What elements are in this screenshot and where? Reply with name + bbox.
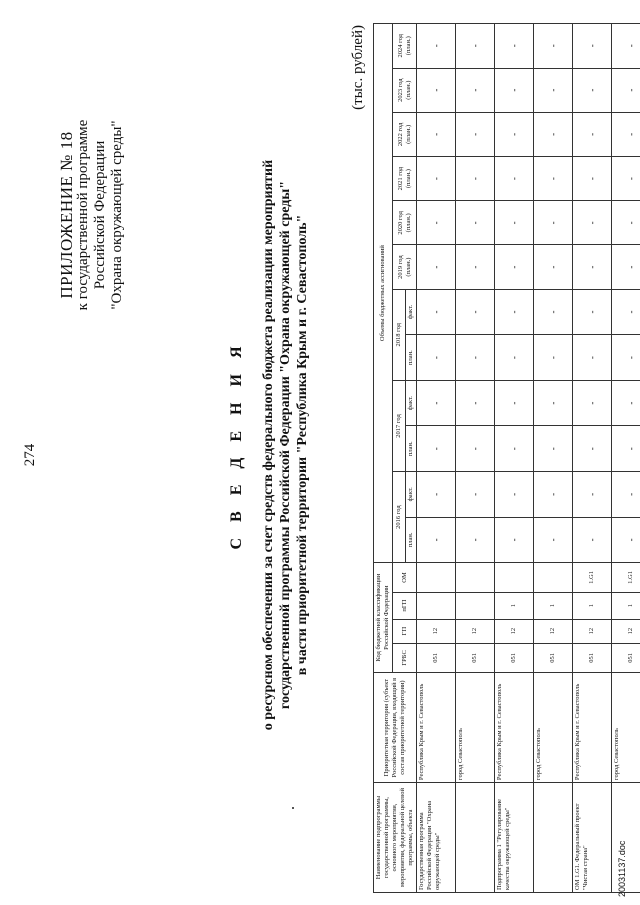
row-value-cell: -: [573, 112, 612, 156]
row-grbs-cell: 051: [612, 643, 640, 672]
resource-table: [373, 23, 640, 893]
row-value-cell: -: [417, 201, 456, 245]
row-value-cell: -: [534, 335, 573, 381]
row-value-cell: -: [534, 112, 573, 156]
title-line-3: в части приоритетной территории "Республика Крым и г. Севастополь": [295, 214, 310, 676]
row-value-cell: -: [612, 472, 640, 518]
row-value-cell: -: [456, 289, 495, 335]
header-2022-plan: 2022 год (план.): [393, 112, 417, 156]
header-code-pgp: пГП: [393, 592, 417, 619]
header-year-2017: 2017 год: [393, 380, 406, 471]
row-value-cell: -: [417, 472, 456, 518]
row-value-cell: -: [534, 472, 573, 518]
header-code-gp: ГП: [393, 619, 417, 643]
table-row: [534, 24, 573, 893]
row-value-cell: -: [417, 335, 456, 381]
appendix-line-3: Российской Федерации: [92, 140, 108, 290]
row-om-cell: 1.G1: [573, 563, 612, 593]
row-pgp-cell: 1: [612, 592, 640, 619]
document-code: 20031137.doc: [617, 840, 627, 897]
row-value-cell: -: [573, 517, 612, 563]
header-2018-plan: план.: [406, 335, 417, 381]
row-name-cell: ОМ 1.G1. Федеральный проект "Чистая страна": [573, 783, 612, 893]
row-value-cell: -: [495, 289, 534, 335]
row-territory-cell: Республика Крым и г. Севастополь: [417, 673, 456, 783]
row-om-cell: [495, 563, 534, 593]
row-value-cell: -: [612, 201, 640, 245]
row-territory-cell: город Севастополь: [612, 673, 640, 783]
row-value-cell: -: [456, 380, 495, 426]
row-value-cell: -: [534, 201, 573, 245]
row-value-cell: -: [456, 68, 495, 112]
row-value-cell: -: [534, 24, 573, 69]
title-block: [228, 135, 311, 755]
header-territory: Приоритетная территория (субъект Российской Федерации, входящий в состав приоритетной территории): [374, 673, 417, 783]
row-pgp-cell: [456, 592, 495, 619]
row-value-cell: -: [495, 245, 534, 289]
row-value-cell: -: [612, 24, 640, 69]
appendix-header: [58, 65, 126, 365]
row-value-cell: -: [534, 245, 573, 289]
table-body: [417, 24, 640, 893]
row-value-cell: -: [612, 157, 640, 201]
row-grbs-cell: 051: [495, 643, 534, 672]
row-value-cell: -: [417, 68, 456, 112]
row-grbs-cell: 051: [417, 643, 456, 672]
row-value-cell: -: [456, 472, 495, 518]
row-gp-cell: 12: [417, 619, 456, 643]
row-gp-cell: 12: [573, 619, 612, 643]
header-volumes-group: Объемы бюджетных ассигнований: [374, 24, 393, 563]
row-value-cell: -: [417, 245, 456, 289]
row-value-cell: -: [534, 157, 573, 201]
row-value-cell: -: [495, 426, 534, 472]
header-code-grbs: ГРБС: [393, 643, 417, 672]
units-label: (тыс. рублей): [350, 25, 366, 110]
row-value-cell: -: [612, 380, 640, 426]
row-value-cell: -: [495, 157, 534, 201]
row-value-cell: -: [417, 157, 456, 201]
row-pgp-cell: 1: [495, 592, 534, 619]
row-value-cell: -: [495, 472, 534, 518]
row-name-cell: Государственная программа Российской Федерации "Охрана окружающей среды": [417, 783, 456, 893]
row-name-cell: [456, 783, 495, 893]
row-value-cell: -: [456, 426, 495, 472]
table-row: [495, 24, 534, 893]
row-value-cell: -: [534, 68, 573, 112]
row-value-cell: -: [534, 289, 573, 335]
header-2016-plan: план.: [406, 517, 417, 563]
row-value-cell: -: [495, 24, 534, 69]
header-name: Наименование подпрограммы государственной программы, основного мероприятия, мероприятия, федеральной целевой программы, объекта: [374, 783, 417, 893]
row-value-cell: -: [495, 335, 534, 381]
row-value-cell: -: [573, 380, 612, 426]
row-value-cell: -: [612, 245, 640, 289]
header-year-2016: 2016 год: [393, 472, 406, 563]
header-2019-plan: 2019 год (план.): [393, 245, 417, 289]
header-2017-fact: факт.: [406, 380, 417, 426]
header-code-group: Код бюджетной классификации Российской Федерации: [374, 563, 393, 673]
header-2024-plan: 2024 год (план.): [393, 24, 417, 69]
row-value-cell: -: [573, 335, 612, 381]
row-value-cell: -: [495, 517, 534, 563]
row-grbs-cell: 051: [573, 643, 612, 672]
row-value-cell: -: [573, 157, 612, 201]
title-line-2: государственной программы Российской Федерации "Охрана окружающей среды": [278, 180, 293, 710]
row-value-cell: -: [612, 335, 640, 381]
row-pgp-cell: 1: [534, 592, 573, 619]
row-territory-cell: Республика Крым и г. Севастополь: [495, 673, 534, 783]
row-value-cell: -: [456, 245, 495, 289]
row-territory-cell: город Севастополь: [534, 673, 573, 783]
row-om-cell: [417, 563, 456, 593]
row-gp-cell: 12: [534, 619, 573, 643]
row-territory-cell: Республика Крым и г. Севастополь: [573, 673, 612, 783]
row-pgp-cell: 1: [573, 592, 612, 619]
row-value-cell: -: [417, 517, 456, 563]
row-value-cell: -: [417, 112, 456, 156]
header-2016-fact: факт.: [406, 472, 417, 518]
table-row: [417, 24, 456, 893]
row-territory-cell: город Севастополь: [456, 673, 495, 783]
row-value-cell: -: [495, 201, 534, 245]
appendix-number: ПРИЛОЖЕНИЕ № 18: [57, 131, 76, 299]
row-value-cell: -: [573, 201, 612, 245]
row-name-cell: Подпрограмма 1 "Регулирование качества окружающей среды": [495, 783, 534, 893]
row-om-cell: [456, 563, 495, 593]
row-pgp-cell: [417, 592, 456, 619]
row-value-cell: -: [417, 24, 456, 69]
row-value-cell: -: [456, 112, 495, 156]
row-om-cell: [534, 563, 573, 593]
row-value-cell: -: [456, 201, 495, 245]
row-value-cell: -: [573, 245, 612, 289]
row-gp-cell: 12: [495, 619, 534, 643]
row-value-cell: -: [573, 24, 612, 69]
row-value-cell: -: [612, 112, 640, 156]
row-value-cell: -: [612, 289, 640, 335]
scan-speck: [292, 807, 294, 809]
row-value-cell: -: [612, 517, 640, 563]
row-value-cell: -: [534, 426, 573, 472]
row-value-cell: -: [573, 68, 612, 112]
row-value-cell: -: [495, 68, 534, 112]
appendix-line-2: к государственной программе: [75, 119, 91, 311]
row-value-cell: -: [417, 380, 456, 426]
row-name-cell: [534, 783, 573, 893]
document-title: С В Е Д Е Н И Я: [228, 340, 245, 550]
appendix-line-4: "Охрана окружающей среды": [109, 120, 125, 310]
header-2017-plan: план.: [406, 426, 417, 472]
row-om-cell: 1.G1: [612, 563, 640, 593]
row-grbs-cell: 051: [534, 643, 573, 672]
row-grbs-cell: 051: [456, 643, 495, 672]
row-gp-cell: 12: [612, 619, 640, 643]
row-value-cell: -: [573, 289, 612, 335]
row-value-cell: -: [612, 426, 640, 472]
row-value-cell: -: [534, 517, 573, 563]
header-code-om: ОМ: [393, 563, 417, 593]
table-row: [456, 24, 495, 893]
header-year-2018: 2018 год: [393, 289, 406, 380]
row-gp-cell: 12: [456, 619, 495, 643]
header-2020-plan: 2020 год (план.): [393, 201, 417, 245]
row-value-cell: -: [456, 157, 495, 201]
header-2023-plan: 2023 год (план.): [393, 68, 417, 112]
row-value-cell: -: [417, 426, 456, 472]
table-row: [573, 24, 612, 893]
row-value-cell: -: [612, 68, 640, 112]
row-value-cell: -: [456, 24, 495, 69]
table-row: [612, 24, 640, 893]
header-2021-plan: 2021 год (план.): [393, 157, 417, 201]
row-value-cell: -: [417, 289, 456, 335]
page-number: 274: [22, 443, 38, 467]
row-value-cell: -: [456, 335, 495, 381]
row-value-cell: -: [495, 112, 534, 156]
row-value-cell: -: [573, 472, 612, 518]
title-line-1: о ресурсном обеспечении за счет средств федерального бюджета реализации мероприятий: [261, 159, 276, 731]
row-value-cell: -: [534, 380, 573, 426]
row-value-cell: -: [573, 426, 612, 472]
row-value-cell: -: [495, 380, 534, 426]
header-2018-fact: факт.: [406, 289, 417, 335]
row-value-cell: -: [456, 517, 495, 563]
